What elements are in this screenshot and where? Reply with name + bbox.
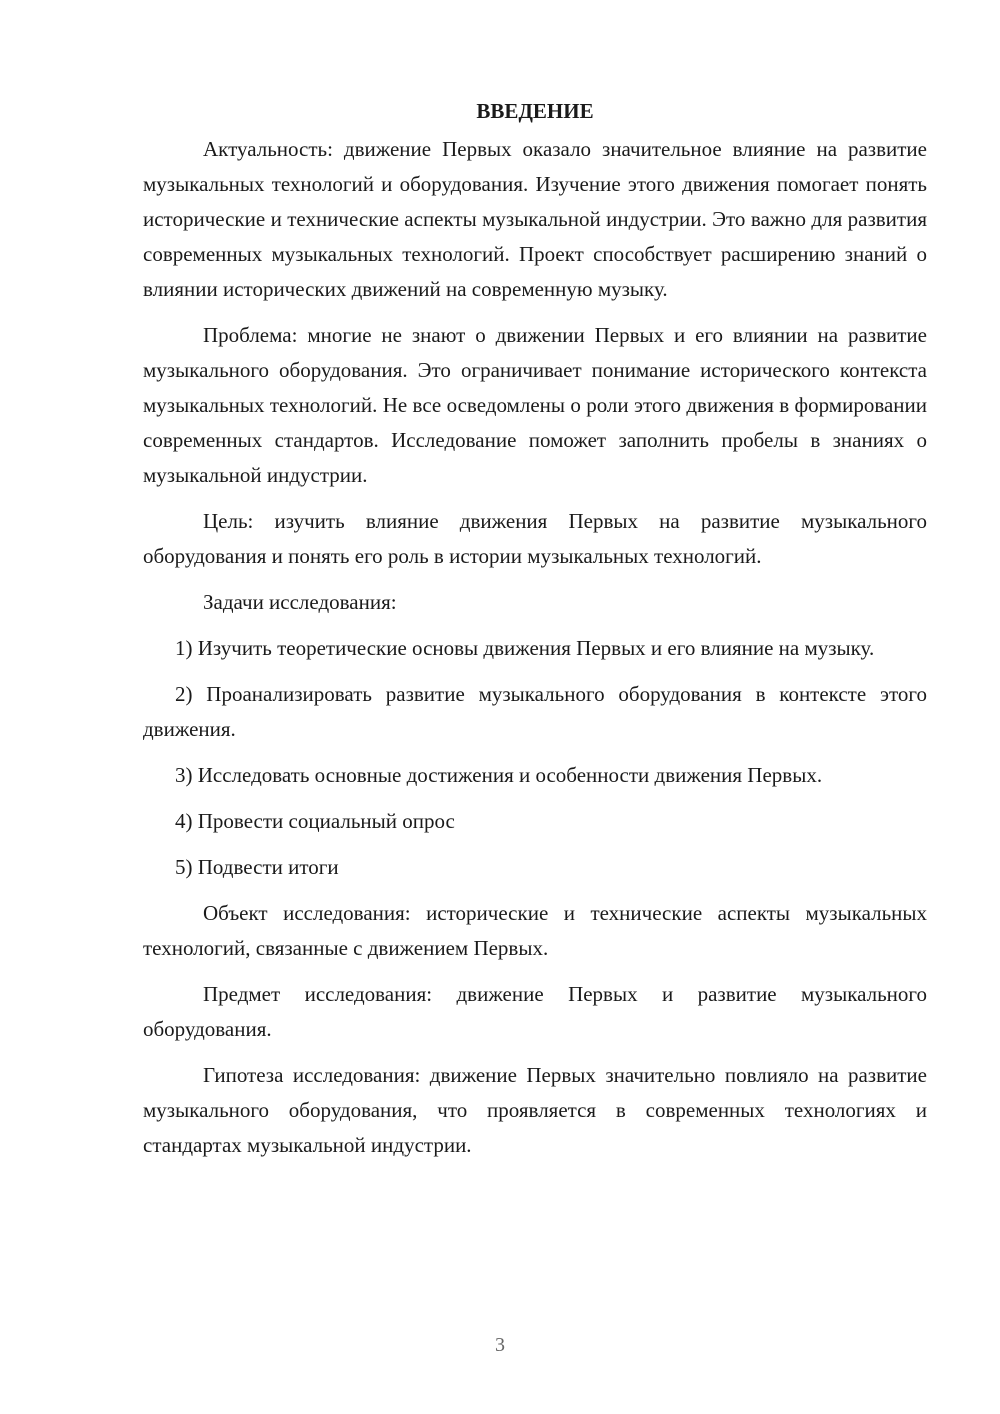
subject-paragraph: Предмет исследования: движение Первых и развитие музыкального оборудования. [143, 982, 927, 1041]
task-item-1: 1) Изучить теоретические основы движения Первых и его влияние на музыку. [175, 636, 875, 660]
goal-paragraph: Цель: изучить влияние движения Первых на развитие музыкального оборудования и понять его роль в истории музыкальных технологий. [143, 509, 927, 568]
problem-paragraph: Проблема: многие не знают о движении Первых и его влиянии на развитие музыкального оборудования. Это ограничивает понимание исторического контекста музыкальных технологий. Не все осведомлены о роли этого движения в формировании современных стандартов. Исследование поможет заполнить пробелы в знаниях о музыкальной индустрии. [143, 323, 927, 487]
hypothesis-paragraph: Гипотеза исследования: движение Первых значительно повлияло на развитие музыкального оборудования, что проявляется в современных технологиях и стандартах музыкальной индустрии. [143, 1063, 927, 1157]
object-paragraph: Объект исследования: исторические и технические аспекты музыкальных технологий, связанные с движением Первых. [143, 901, 927, 960]
relevance-paragraph: Актуальность: движение Первых оказало значительное влияние на развитие музыкальных технологий и оборудования. Изучение этого движения помогает понять исторические и технические аспекты музыкальной индустрии. Это важно для развития современных музыкальных технологий. Проект способствует расширению знаний о влиянии исторических движений на современную музыку. [143, 137, 927, 301]
task-item-2: 2) Проанализировать развитие музыкального оборудования в контексте этого движения. [143, 682, 927, 741]
page-number: 3 [495, 1334, 505, 1356]
section-heading: ВВЕДЕНИЕ [476, 99, 594, 123]
task-item-3: 3) Исследовать основные достижения и особенности движения Первых. [175, 763, 823, 787]
tasks-heading: Задачи исследования: [203, 590, 397, 614]
task-item-5: 5) Подвести итоги [175, 855, 339, 879]
task-item-4: 4) Провести социальный опрос [175, 809, 455, 833]
document-page [143, 96, 927, 1174]
